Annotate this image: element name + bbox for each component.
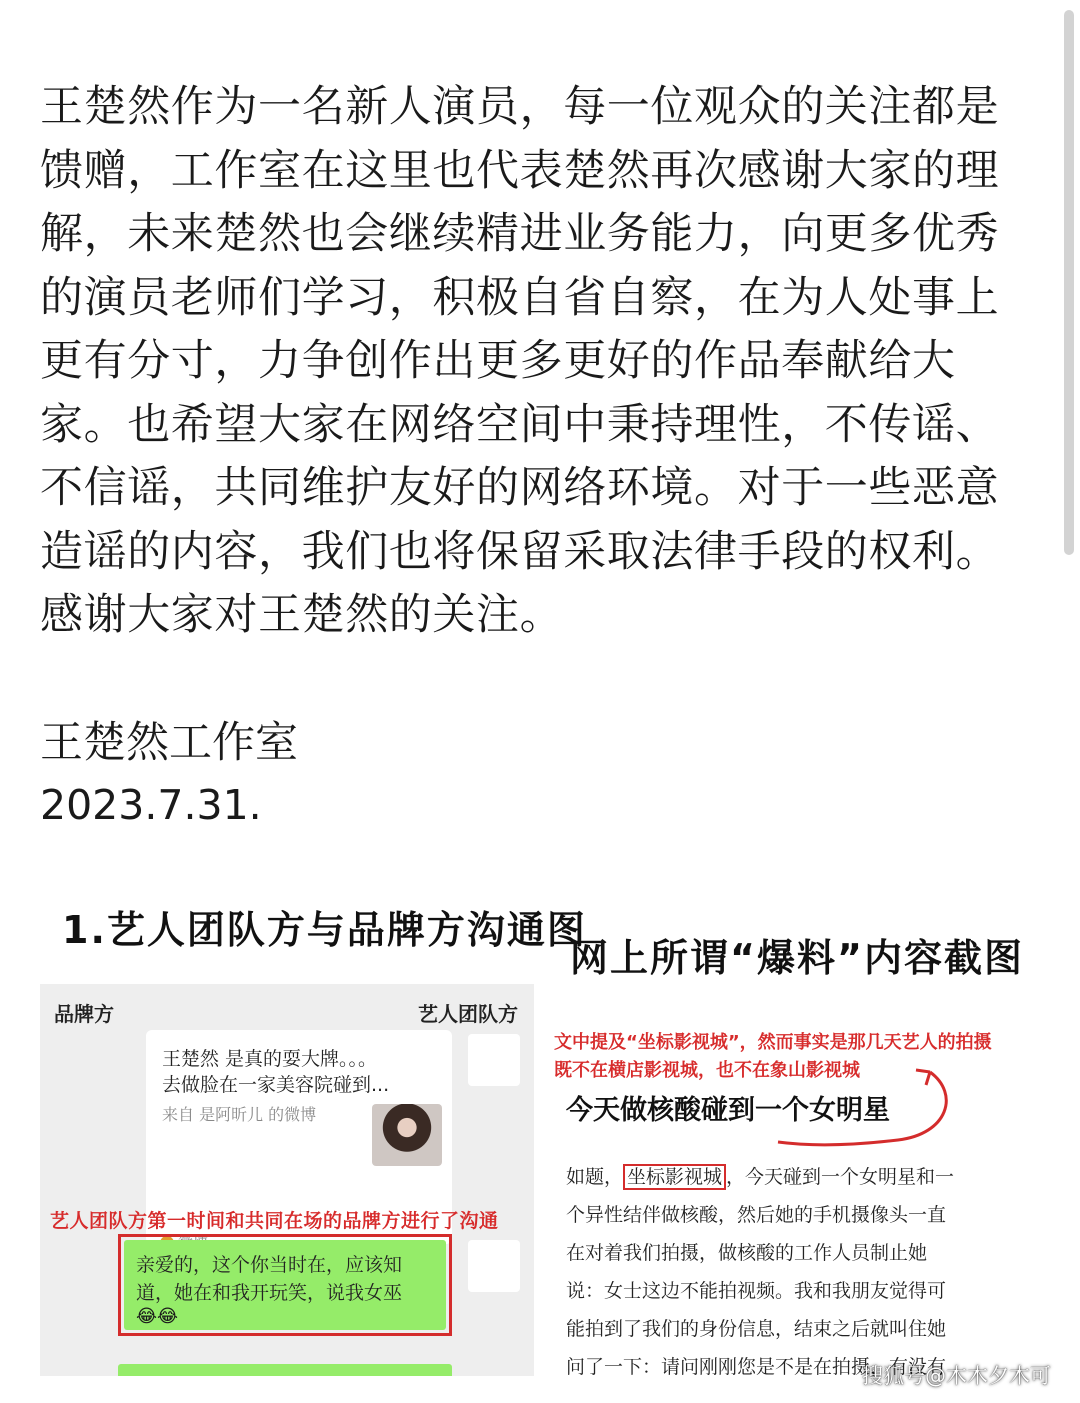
statement-line: 解，未来楚然也会继续精进业务能力，向更多优秀: [40, 209, 1000, 259]
post-text: 如题，: [566, 1166, 624, 1188]
reply-line: 道，她在和我开玩笑，说我女巫: [136, 1282, 403, 1304]
post-body: [566, 1158, 1036, 1376]
card-source: 来自 是阿昕儿 的微博: [162, 1105, 317, 1124]
post-screenshot[interactable]: [548, 1016, 1042, 1376]
post-text: ，今天碰到一个女明星和一: [726, 1166, 955, 1188]
post-line: 问了一下：请问刚刚您是不是在拍摄，有没有: [566, 1356, 947, 1376]
reply-line: 亲爱的，这个你当时在，应该知: [136, 1254, 403, 1276]
statement-line: 的演员老师们学习，积极自省自察，在为人处事上: [40, 272, 1000, 323]
chat-label-brand: 品牌方: [54, 1002, 114, 1026]
reply-bubble-partial: [118, 1364, 452, 1376]
team-avatar: [468, 1034, 520, 1086]
red-annotation: 艺人团队方第一时间和共同在场的品牌方进行了沟通: [50, 1210, 499, 1232]
card-text-line: 王楚然 是真的耍大牌。。。: [162, 1048, 378, 1070]
statement-line: 更有分寸，力争创作出更多更好的作品奉献给大: [40, 336, 956, 386]
team-avatar: [468, 1240, 520, 1292]
statement-line: 王楚然作为一名新人演员，每一位观众的关注都是: [40, 82, 1000, 132]
post-line: 在对着我们拍摄，做核酸的工作人员制止她: [566, 1242, 928, 1264]
laugh-emoji-icon: 😂😂: [136, 1306, 179, 1327]
statement-line: 不信谣，共同维护友好的网络环境。对于一些恶意: [40, 463, 1000, 513]
post-line: [566, 1158, 1036, 1196]
statement-date: 2023.7.31.: [40, 781, 262, 829]
statement-line: 馈赠，工作室在这里也代表楚然再次感谢大家的理: [40, 145, 1000, 196]
post-line: 说：女士这边不能拍视频。我和我朋友觉得可: [566, 1280, 947, 1302]
red-annotation: 文中提及“坐标影视城”，然而事实是那几天艺人的拍摄: [554, 1032, 992, 1053]
statement-line: 感谢大家对王楚然的关注。: [40, 590, 564, 640]
statement-line: 造谣的内容，我们也将保留采取法律手段的权利。: [40, 526, 1000, 577]
reply-bubble[interactable]: [124, 1240, 446, 1330]
statement-signature: 王楚然工作室: [40, 718, 298, 768]
statement-body: [40, 76, 1040, 648]
highlighted-reply: [118, 1234, 452, 1336]
watermark: 搜狐号@木木夕木可: [862, 1364, 1051, 1388]
scrollbar-thumb[interactable]: [1064, 10, 1074, 555]
chat-screenshot[interactable]: [40, 984, 534, 1376]
card-thumbnail: [372, 1104, 442, 1166]
card-text-line: 去做脸在一家美容院碰到...: [162, 1074, 390, 1096]
post-title: 今天做核酸碰到一个女明星: [566, 1095, 890, 1126]
red-annotation: 既不在横店影视城，也不在象山影视城: [554, 1060, 860, 1081]
post-line: 能拍到了我们的身份信息，结束之后就叫住她: [566, 1318, 947, 1340]
evidence-left-title: 1.艺人团队方与品牌方沟通图: [62, 908, 587, 952]
chat-label-team: 艺人团队方: [418, 1002, 518, 1026]
statement-line: 家。也希望大家在网络空间中秉持理性，不传谣、: [40, 399, 1000, 450]
post-line: 个异性结伴做核酸，然后她的手机摄像头一直: [566, 1204, 947, 1226]
evidence-right-title: 网上所谓“爆料”内容截图: [570, 936, 1024, 980]
highlighted-keyword: 坐标影视城: [623, 1164, 726, 1190]
